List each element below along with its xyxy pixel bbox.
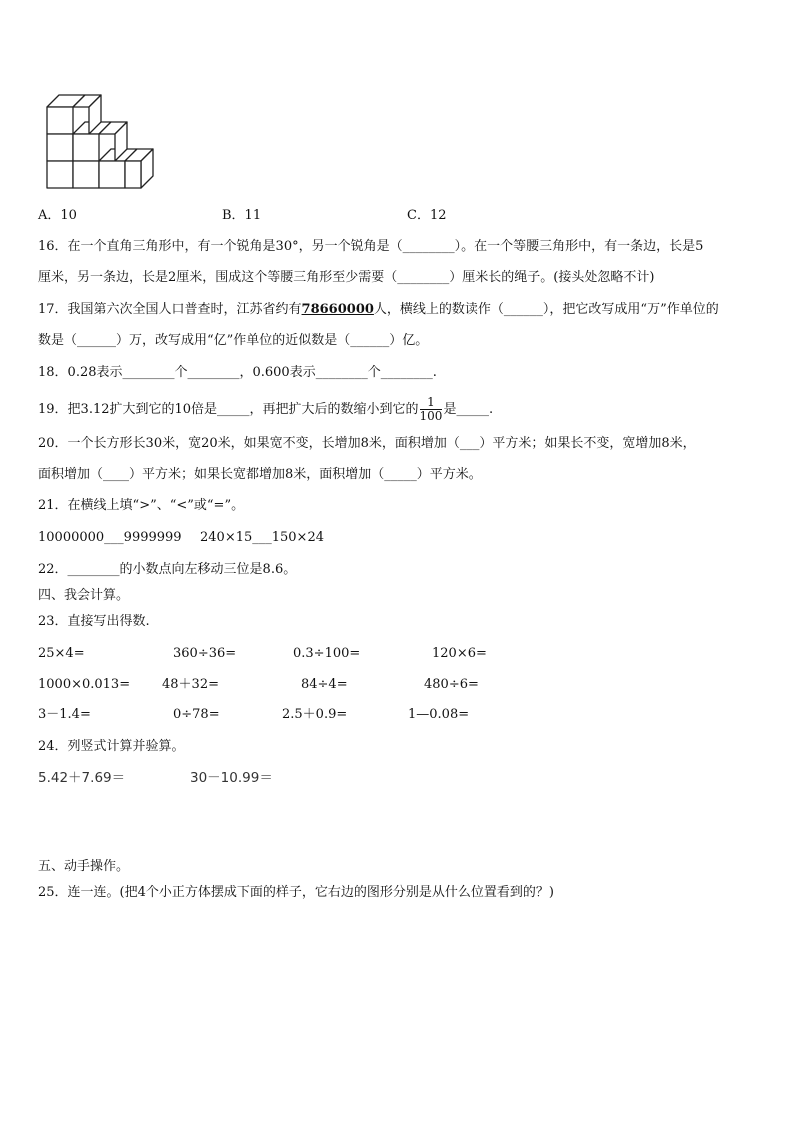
option-c: C．12 — [407, 208, 447, 223]
question-17-line2: 数是（______）万，改写成用“亿”作单位的近似数是（______）亿。 — [38, 333, 429, 348]
calc-r2c4: 480÷6= — [424, 677, 479, 692]
question-18: 18．0.28表示________个________，0.600表示________个________. — [38, 365, 437, 380]
question-19-post: 是_____. — [443, 402, 494, 417]
calc-r3c3: 2.5＋0.9= — [282, 707, 348, 722]
question-16-line1: 16．在一个直角三角形中，有一个锐角是30°，另一个锐角是（________）。在一个等腰三角形中，有一条边，长是5 — [38, 239, 704, 254]
calc-r3c1: 3－1.4= — [38, 707, 91, 722]
option-a: A．10 — [38, 208, 77, 223]
population-number: 78660000 — [301, 302, 374, 317]
vertical-calc-expr1: 5.42＋7.69＝ — [38, 770, 126, 786]
question-16-line2: 厘米，另一条边，长是2厘米，围成这个等腰三角形至少需要（________）厘米长的绳子。(接头处忽略不计) — [38, 270, 655, 285]
question-22: 22．________的小数点向左移动三位是8.6。 — [38, 562, 297, 577]
calc-r1c1: 25×4= — [38, 646, 85, 661]
question-17-post: 人，横线上的数读作（______），把它改写成用“万”作单位的 — [373, 302, 719, 317]
question-17-line1 — [38, 301, 719, 319]
calc-r2c3: 84÷4= — [301, 677, 348, 692]
question-23-title: 23．直接写出得数. — [38, 614, 150, 629]
section-4-title: 四、我会计算。 — [38, 588, 130, 603]
calc-r3c4: 1—0.08= — [408, 707, 470, 722]
calc-r1c3: 0.3÷100= — [293, 646, 361, 661]
calc-r1c2: 360÷36= — [173, 646, 237, 661]
question-20-line2: 面积增加（____）平方米；如果长宽都增加8米，面积增加（_____）平方米。 — [38, 467, 482, 482]
question-20-line1: 20．一个长方形长30米，宽20米，如果宽不变，长增加8米，面积增加（___）平方米；如果长不变，宽增加8米， — [38, 436, 696, 451]
question-25: 25．连一连。(把4个小正方体摆成下面的样子，它右边的图形分别是从什么位置看到的？) — [38, 885, 554, 900]
option-b: B．11 — [222, 208, 262, 223]
cube-staircase-figure — [40, 82, 170, 202]
calc-r2c2: 48＋32= — [162, 677, 219, 692]
calc-r2c1: 1000×0.013= — [38, 677, 131, 692]
calc-r3c2: 0÷78= — [173, 707, 220, 722]
vertical-calc-expr2: 30－10.99＝ — [190, 770, 273, 786]
question-19 — [38, 396, 493, 423]
calc-r1c4: 120×6= — [432, 646, 487, 661]
question-17-pre: 17．我国第六次全国人口普查时，江苏省约有 — [38, 302, 302, 317]
question-24-title: 24．列竖式计算并验算。 — [38, 739, 185, 754]
section-5-title: 五、动手操作。 — [38, 859, 130, 874]
question-21-item2: 240×15___150×24 — [200, 530, 324, 545]
fraction-one-hundredth: $\frac{1}{100}$ — [419, 395, 443, 423]
question-21-title: 21．在横线上填“>”、“<”或“=”。 — [38, 498, 245, 513]
question-19-pre: 19．把3.12扩大到它的10倍是_____，再把扩大后的数缩小到它的 — [38, 402, 419, 417]
question-21-item1: 10000000___9999999 — [38, 530, 182, 545]
